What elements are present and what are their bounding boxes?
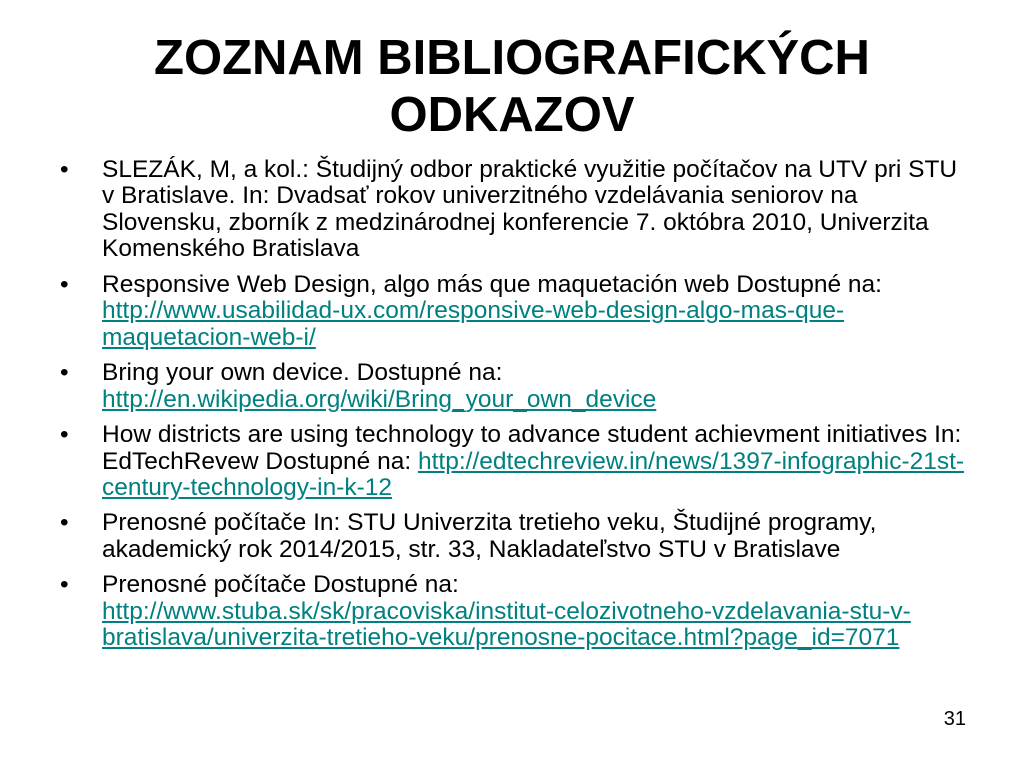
bullet-icon: • xyxy=(60,571,69,599)
reference-item xyxy=(60,157,970,263)
reference-text: Bring your own device. Dostupné na: xyxy=(102,359,503,387)
reference-item xyxy=(60,572,970,651)
reference-text: Responsive Web Design, algo más que maquetación web Dostupné na: xyxy=(102,270,882,298)
reference-text: Prenosné počítače In: STU Univerzita tretieho veku, Študijné programy, akademický rok 2014/2015, str. 33, Nakladateľstvo STU v Bratislave xyxy=(102,509,877,563)
reference-text: How districts are using technology to advance student achievment initiatives In: EdTechRevew Dostupné na: xyxy=(102,421,962,475)
reference-item xyxy=(60,510,970,563)
bullet-icon: • xyxy=(60,270,69,298)
reference-item xyxy=(60,422,970,501)
bullet-icon: • xyxy=(60,509,69,537)
bullet-icon: • xyxy=(60,156,69,183)
title-line-1: ZOZNAM BIBLIOGRAFICKÝCH xyxy=(154,31,870,85)
reference-link[interactable]: http://en.wikipedia.org/wiki/Bring_your_own_device xyxy=(102,385,657,413)
reference-item xyxy=(60,272,970,351)
reference-link[interactable]: http://www.usabilidad-ux.com/responsive-web-design-algo-mas-que-maquetacion-web-i/ xyxy=(102,297,845,351)
title-line-2: ODKAZOV xyxy=(389,88,635,143)
bullet-icon: • xyxy=(60,421,69,449)
bullet-icon: • xyxy=(60,359,69,387)
reference-text: Prenosné počítače Dostupné na: xyxy=(102,571,459,599)
bibliography-list xyxy=(60,157,970,661)
reference-link[interactable]: http://www.stuba.sk/sk/pracoviska/institut-celozivotneho-vzdelavania-stu-v-bratislava/univerzita-tretieho-veku/prenosne-pocitace.html?page_id=7071 xyxy=(102,597,911,652)
reference-item xyxy=(60,360,970,413)
reference-link[interactable]: http://edtechreview.in/news/1397-infographic-21st-century-technology-in-k-12 xyxy=(102,447,965,501)
reference-text: SLEZÁK, M, a kol.: Študijný odbor praktické využitie počítačov na UTV pri STU v Bratislave. In: Dvadsať rokov univerzitného vzdelávania seniorov na Slovensku, zborník z medzinárodnej konferencie 7. októbra 2010, Univerzita Komenského Bratislava xyxy=(102,156,958,263)
slide-title xyxy=(60,30,964,145)
slide-number: 31 xyxy=(943,708,966,730)
